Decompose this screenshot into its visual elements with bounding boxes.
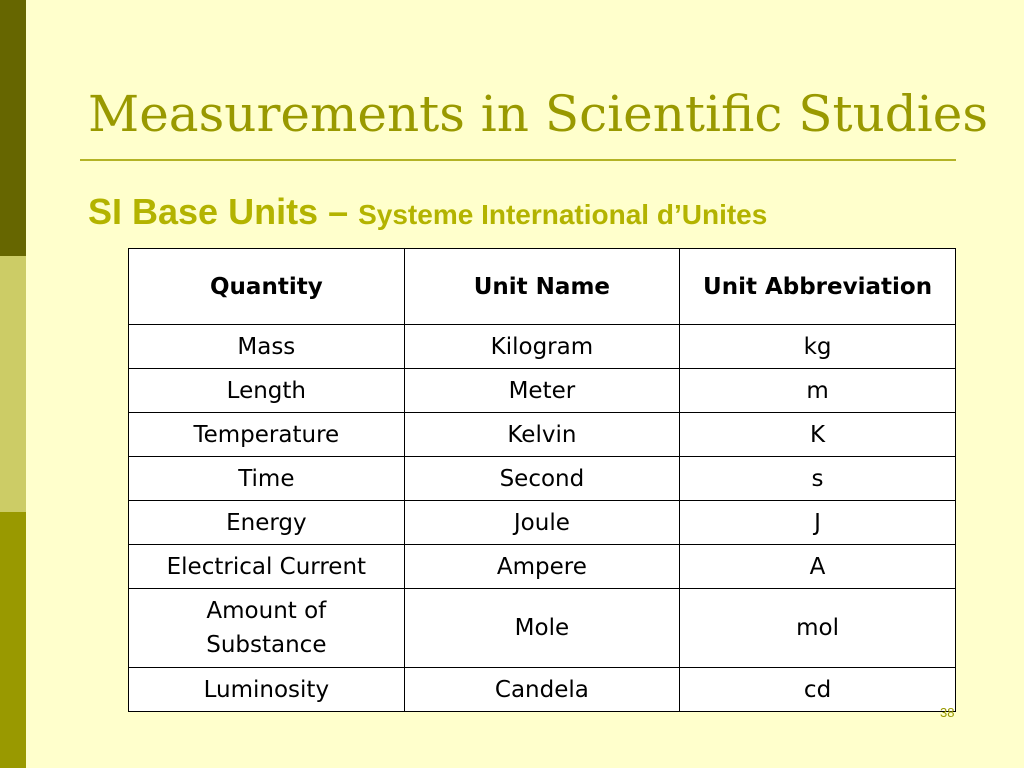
header-unit-abbreviation (680, 249, 956, 325)
table-row (129, 589, 956, 668)
decorative-stripe-bottom (0, 512, 26, 768)
decorative-stripe-middle (0, 256, 26, 512)
cell-unit-name: Kilogram (404, 325, 679, 369)
header-unit-abbreviation-label: Unit Abbreviation (703, 273, 933, 300)
header-quantity: Quantity (129, 249, 405, 325)
slide-title: Measurements in Scientific Studies (88, 85, 989, 143)
cell-unit-abbreviation: J (680, 501, 956, 545)
table-row (129, 501, 956, 545)
table-row (129, 413, 956, 457)
cell-quantity: Temperature (129, 413, 405, 457)
subtitle-secondary: Systeme International d’Unites (358, 199, 768, 230)
cell-quantity: Energy (129, 501, 405, 545)
table-row (129, 545, 956, 589)
cell-unit-abbreviation: m (680, 369, 956, 413)
table-row (129, 369, 956, 413)
cell-unit-name: Ampere (404, 545, 679, 589)
cell-quantity: Electrical Current (129, 545, 405, 589)
title-divider (80, 159, 956, 161)
header-unit-name: Unit Name (404, 249, 679, 325)
table-row (129, 668, 956, 712)
subtitle-main: SI Base Units – (88, 191, 359, 232)
cell-quantity (129, 589, 405, 668)
cell-unit-name: Joule (404, 501, 679, 545)
cell-quantity: Length (129, 369, 405, 413)
page-number: 38 (940, 705, 955, 720)
si-units-table (128, 248, 956, 712)
cell-unit-name: Kelvin (404, 413, 679, 457)
table-row (129, 325, 956, 369)
cell-unit-abbreviation: s (680, 457, 956, 501)
cell-quantity: Time (129, 457, 405, 501)
cell-unit-name: Candela (404, 668, 679, 712)
table-header-row (129, 249, 956, 325)
cell-unit-abbreviation: K (680, 413, 956, 457)
cell-quantity: Luminosity (129, 668, 405, 712)
cell-unit-abbreviation: cd (680, 668, 956, 712)
cell-unit-name: Second (404, 457, 679, 501)
cell-unit-name: Meter (404, 369, 679, 413)
cell-quantity: Mass (129, 325, 405, 369)
cell-unit-abbreviation: kg (680, 325, 956, 369)
cell-unit-name: Mole (404, 589, 679, 668)
cell-unit-abbreviation: A (680, 545, 956, 589)
table-row (129, 457, 956, 501)
cell-quantity-label: Amount of Substance (206, 598, 327, 658)
decorative-stripe-top (0, 0, 26, 256)
cell-unit-abbreviation: mol (680, 589, 956, 668)
slide-subtitle (88, 190, 767, 237)
